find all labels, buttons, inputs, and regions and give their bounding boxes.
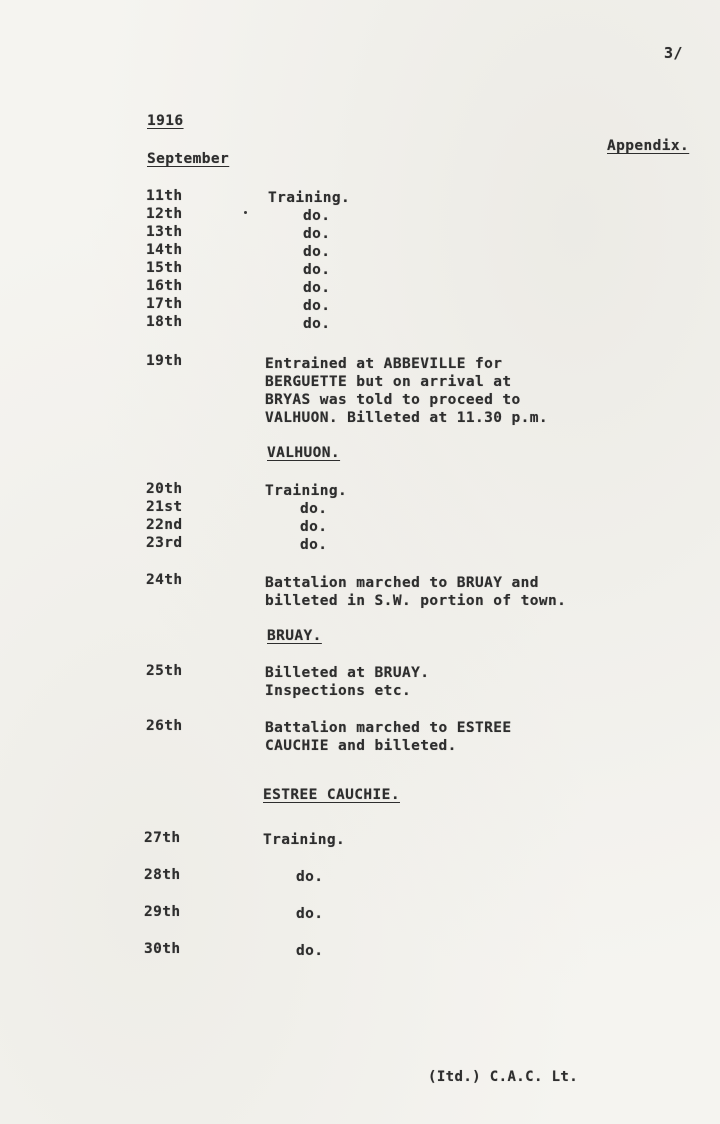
entry-15th: do. [303,262,331,278]
entry-12th: do. [303,208,331,224]
date-18th: 18th [146,314,183,330]
date-29th: 29th [144,904,181,920]
date-13th: 13th [146,224,183,240]
date-16th: 16th [146,278,183,294]
entry-19th-line-1: Entrained at ABBEVILLE for [265,356,503,372]
month-heading: September [147,151,230,167]
entry-24th-line-2: billeted in S.W. portion of town. [265,593,567,609]
date-23rd: 23rd [146,535,183,551]
appendix-label: Appendix. [607,138,690,154]
date-column-block1 [146,187,246,331]
date-24th: 24th [146,572,183,588]
entry-18th: do. [303,316,331,332]
entry-column-block1 [268,189,688,333]
entry-25th [265,664,685,700]
entry-column-block2 [265,482,685,554]
signature-line: (Itd.) C.A.C. Lt. [428,1069,579,1085]
date-14th: 14th [146,242,183,258]
date-28th: 28th [144,867,181,883]
entry-24th [265,574,685,610]
entry-25th-line-2: Inspections etc. [265,683,412,699]
date-20th: 20th [146,481,183,497]
entry-23rd: do. [300,537,328,553]
entry-25th-line-1: Billeted at BRUAY. [265,665,430,681]
entry-19th-line-4: VALHUON. Billeted at 11.30 p.m. [265,410,549,426]
year-heading: 1916 [147,113,184,129]
entry-19th [265,355,685,427]
entry-20th: Training. [265,483,348,499]
entry-24th-line-1: Battalion marched to BRUAY and [265,575,539,591]
date-26th: 26th [146,718,183,734]
entry-19th-line-2: BERGUETTE but on arrival at [265,374,512,390]
entry-11th: Training. [268,190,351,206]
entry-17th: do. [303,298,331,314]
entry-26th-line-1: Battalion marched to ESTREE [265,720,512,736]
entry-30th: do. [296,943,324,959]
date-22nd: 22nd [146,517,183,533]
entry-16th: do. [303,280,331,296]
entry-26th [265,719,685,755]
entry-26th-line-2: CAUCHIE and billeted. [265,738,457,754]
entry-28th: do. [296,869,324,885]
date-25th: 25th [146,663,183,679]
entry-14th: do. [303,244,331,260]
date-27th: 27th [144,830,181,846]
date-11th: 11th [146,188,183,204]
date-12th: 12th [146,206,183,222]
entry-19th-line-3: BRYAS was told to proceed to [265,392,521,408]
place-heading-valhuon: VALHUON. [267,445,341,461]
page-number: 3/ [664,44,683,62]
entry-13th: do. [303,226,331,242]
date-30th: 30th [144,941,181,957]
date-15th: 15th [146,260,183,276]
entry-21st: do. [300,501,328,517]
date-17th: 17th [146,296,183,312]
date-column-block2 [146,480,246,552]
entry-27th: Training. [263,832,346,848]
place-heading-estree-cauchie: ESTREE CAUCHIE. [263,787,400,803]
date-21st: 21st [146,499,183,515]
entry-29th: do. [296,906,324,922]
entry-22nd: do. [300,519,328,535]
date-19th: 19th [146,353,183,369]
place-heading-bruay: BRUAY. [267,628,322,644]
